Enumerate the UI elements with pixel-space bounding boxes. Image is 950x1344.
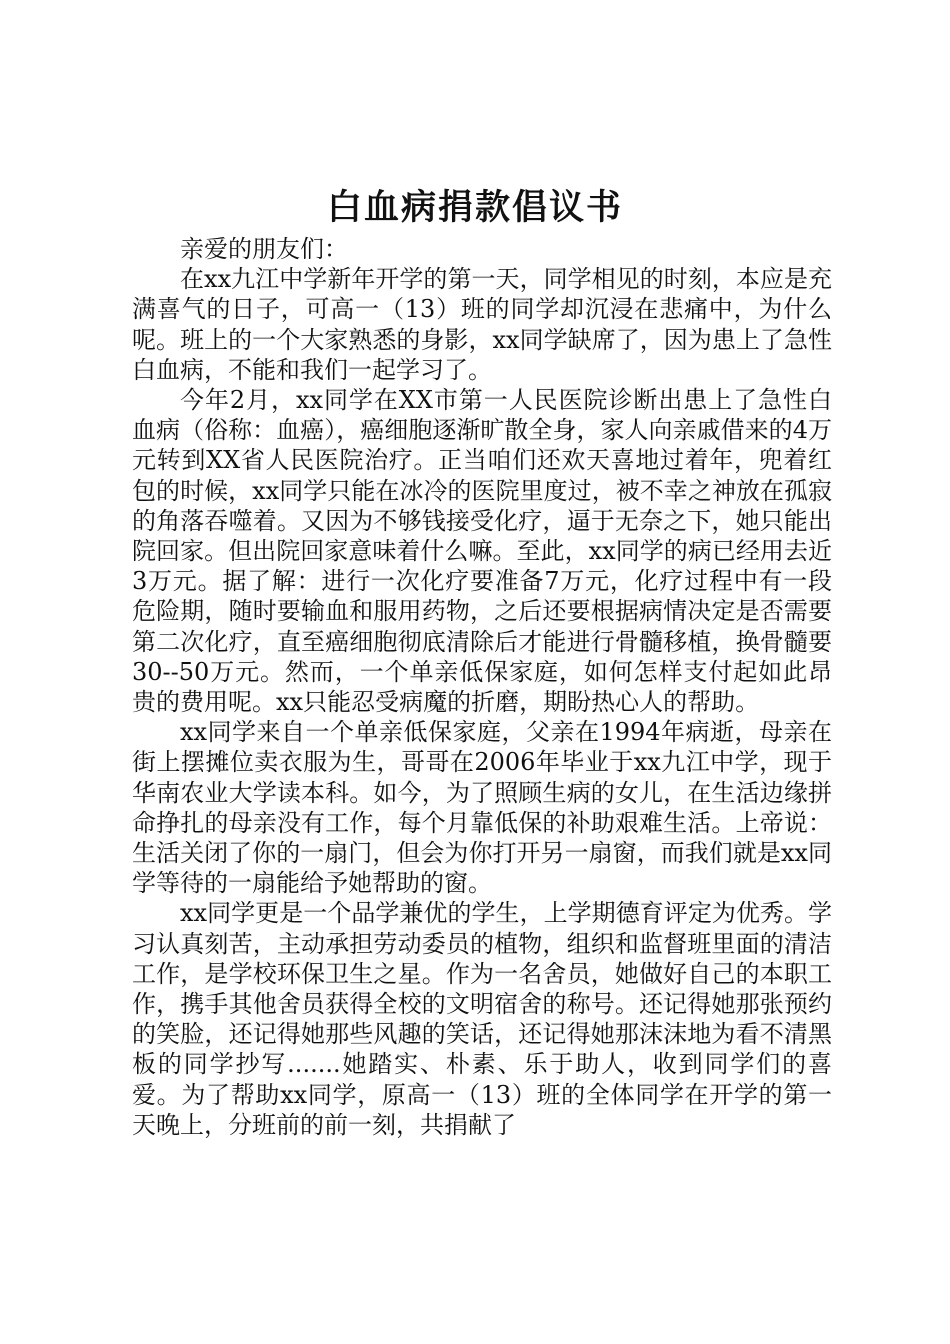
- document-body: [132, 234, 832, 1140]
- document-title: 白血病捐款倡议书: [326, 188, 623, 228]
- paragraph-3: xx同学来自一个单亲低保家庭，父亲在1994年病逝，母亲在街上摆摊位卖衣服为生，哥哥在2006年毕业于xx九江中学，现于华南农业大学读本科。如今，为了照顾生病的女儿，在生活边缘拼命挣扎的母亲没有工作，每个月靠低保的补助艰难生活。上帝说：生活关闭了你的一扇门，但会为你打开另一扇窗，而我们就是xx同学等待的一扇能给予她帮助的窗。: [132, 718, 832, 898]
- paragraph-1: 在xx九江中学新年开学的第一天，同学相见的时刻，本应是充满喜气的日子，可高一（13）班的同学却沉浸在悲痛中，为什么呢。班上的一个大家熟悉的身影，xx同学缺席了，因为患上了急性白血病，不能和我们一起学习了。: [132, 265, 832, 384]
- salutation: 亲爱的朋友们：: [180, 235, 348, 263]
- paragraph-4: xx同学更是一个品学兼优的学生，上学期德育评定为优秀。学习认真刻苦，主动承担劳动委员的植物，组织和监督班里面的清洁工作，是学校环保卫生之星。作为一名舍员，她做好自己的本职工作，携手其他舍员获得全校的文明宿舍的称号。还记得她那张预约的笑脸，还记得她那些风趣的笑话，还记得她那沫沫地为看不清黑板的同学抄写.......她踏实、朴素、乐于助人，收到同学们的喜爱。为了帮助xx同学，原高一（13）班的全体同学在开学的第一天晚上，分班前的前一刻，共捐献了: [132, 899, 832, 1139]
- paragraph-2: 今年2月，xx同学在XX市第一人民医院诊断出患上了急性白血病（俗称：血癌），癌细胞逐渐旷散全身，家人向亲戚借来的4万元转到XX省人民医院治疗。正当咱们还欢天喜地过着年，兜着红包的时候，xx同学只能在冰冷的医院里度过，被不幸之神放在孤寂的角落吞噬着。又因为不够钱接受化疗，逼于无奈之下，她只能出院回家。但出院回家意味着什么嘛。至此，xx同学的病已经用去近3万元。据了解：进行一次化疗要准备7万元，化疗过程中有一段危险期，随时要输血和服用药物，之后还要根据病情决定是否需要第二次化疗，直至癌细胞彻底清除后才能进行骨髓移植，换骨髓要30--50万元。然而，一个单亲低保家庭，如何怎样支付起如此昂贵的费用呢。xx只能忍受病魔的折磨，期盼热心人的帮助。: [132, 386, 832, 717]
